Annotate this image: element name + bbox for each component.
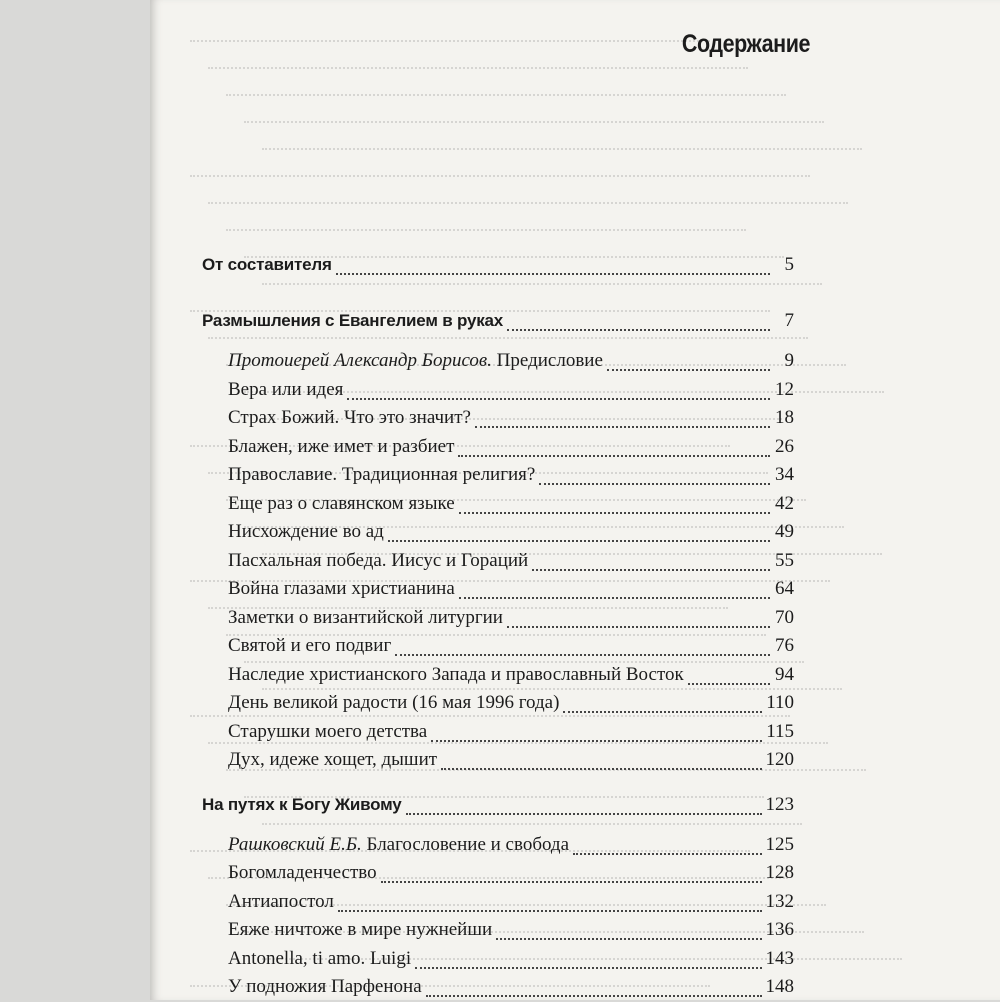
toc-entry [228,407,794,433]
page-title: Содержание [681,30,810,58]
toc-entry-label: На путях к Богу Живому [202,794,402,814]
dot-leader [406,813,762,815]
toc-page-number: 7 [784,310,794,331]
toc-entry [228,521,794,547]
dot-leader [688,683,770,685]
toc-page-number: 64 [775,578,794,599]
dot-leader [607,369,770,371]
toc-entry [228,749,794,775]
toc-entry [228,436,794,462]
toc-entry-label: Еяже ничтоже в мире нужнейши [228,919,493,940]
toc-page-number: 110 [766,692,794,713]
toc-entry [228,350,794,376]
dot-leader [507,626,770,628]
toc-page-number: 49 [775,521,794,542]
toc-page-number: 5 [784,254,794,275]
toc-entry-label: Вера или идея [228,378,344,400]
toc-page-number: 94 [775,663,794,685]
toc-entry-label: Нисхождение во ад [228,521,384,542]
toc-entry-label: Блажен, иже имет и разбиет [228,435,455,457]
dot-leader [532,569,770,571]
dot-leader [459,512,770,514]
toc-section-entry [202,310,794,336]
toc-entry-label: Еще раз о славянском языке [228,492,455,514]
toc-entry-label: Дух, идеже хощет, дышит [228,749,438,770]
toc-entry [228,919,794,945]
toc-page-number: 55 [775,549,794,571]
toc-page-number: 115 [766,720,794,742]
dot-leader [426,995,762,997]
toc-entry-title: Предисловие [496,350,603,371]
dot-leader [431,740,762,742]
toc-entry-label [228,834,569,856]
dot-leader [388,540,770,542]
dot-leader [415,967,761,969]
toc-entry [228,948,794,974]
toc-entry-label: Размышления с Евангелием в руках [202,311,504,330]
toc-entry [228,493,794,519]
dot-leader [336,273,770,275]
toc-entry-label: Страх Божий. Что это значит? [228,407,471,428]
toc-entry [228,379,794,405]
toc-page-number: 9 [784,350,794,371]
toc-entry-label [228,350,603,372]
toc-entry [228,464,794,490]
toc-page-number: 12 [775,378,794,400]
toc-entry [228,635,794,661]
dot-leader [381,881,762,883]
toc-entry-title: Благословение и свобода [366,833,570,855]
toc-page-number: 26 [775,435,794,457]
toc-entry-label: Антиапостол [228,890,334,912]
toc-entry [228,550,794,576]
toc-section-entry [202,254,794,280]
toc-entry-author: Рашковский Е.Б. [228,833,362,855]
toc-entry-label: Богомладенчество [228,862,377,883]
toc-entry [228,721,794,747]
toc-entry [228,891,794,917]
toc-section-entry [202,794,794,820]
toc-entry-label: Наследие христианского Запада и православный Восток [228,663,684,685]
toc-entry [228,976,794,1002]
toc-entry [228,692,794,718]
toc-page-number: 34 [775,464,794,485]
toc-entry-label: Пасхальная победа. Иисус и Гораций [228,549,529,571]
toc-page-number: 128 [765,862,794,883]
dot-leader [496,938,761,940]
toc-page-number: 143 [765,947,794,969]
toc-page-number: 148 [765,976,794,997]
toc-entry-label: Antonella, ti amo. Luigi [228,947,412,969]
dot-leader [347,398,770,400]
toc-entry-label: Святой и его подвиг [228,635,392,656]
toc-entry-label: От составителя [202,255,332,274]
dot-leader [458,455,770,457]
toc-entry [228,664,794,690]
toc-entry-label: У подножия Парфенона [228,976,422,997]
dot-leader [459,597,770,599]
toc-entry [228,607,794,633]
dot-leader [507,329,770,331]
toc-page-number: 120 [765,749,794,770]
dot-leader [441,768,761,770]
dot-leader [395,654,770,656]
dot-leader [563,711,762,713]
dot-leader [573,853,761,855]
toc-entry-label: День великой радости (16 мая 1996 года) [228,692,560,713]
toc-entry [228,578,794,604]
toc-page-number: 132 [765,890,794,912]
dot-leader [338,910,762,912]
toc-entry-author: Протоиерей Александр Борисов. [228,350,492,371]
toc-entry-label: Заметки о византийской литургии [228,606,503,628]
toc-page-number: 18 [775,407,794,428]
toc-page-number: 123 [765,793,794,815]
toc-entry-label: Старушки моего детства [228,720,428,742]
dot-leader [539,483,770,485]
toc-page-number: 70 [775,606,794,628]
toc-entry [228,862,794,888]
toc-page-number: 136 [765,919,794,940]
dot-leader [475,426,770,428]
toc-page-number: 76 [775,635,794,656]
toc-page-number: 125 [765,833,794,855]
toc-entry-label: Православие. Традиционная религия? [228,464,536,485]
toc-page-number: 42 [775,492,794,514]
toc-entry-label: Война глазами христианина [228,578,455,599]
toc-entry [228,834,794,860]
